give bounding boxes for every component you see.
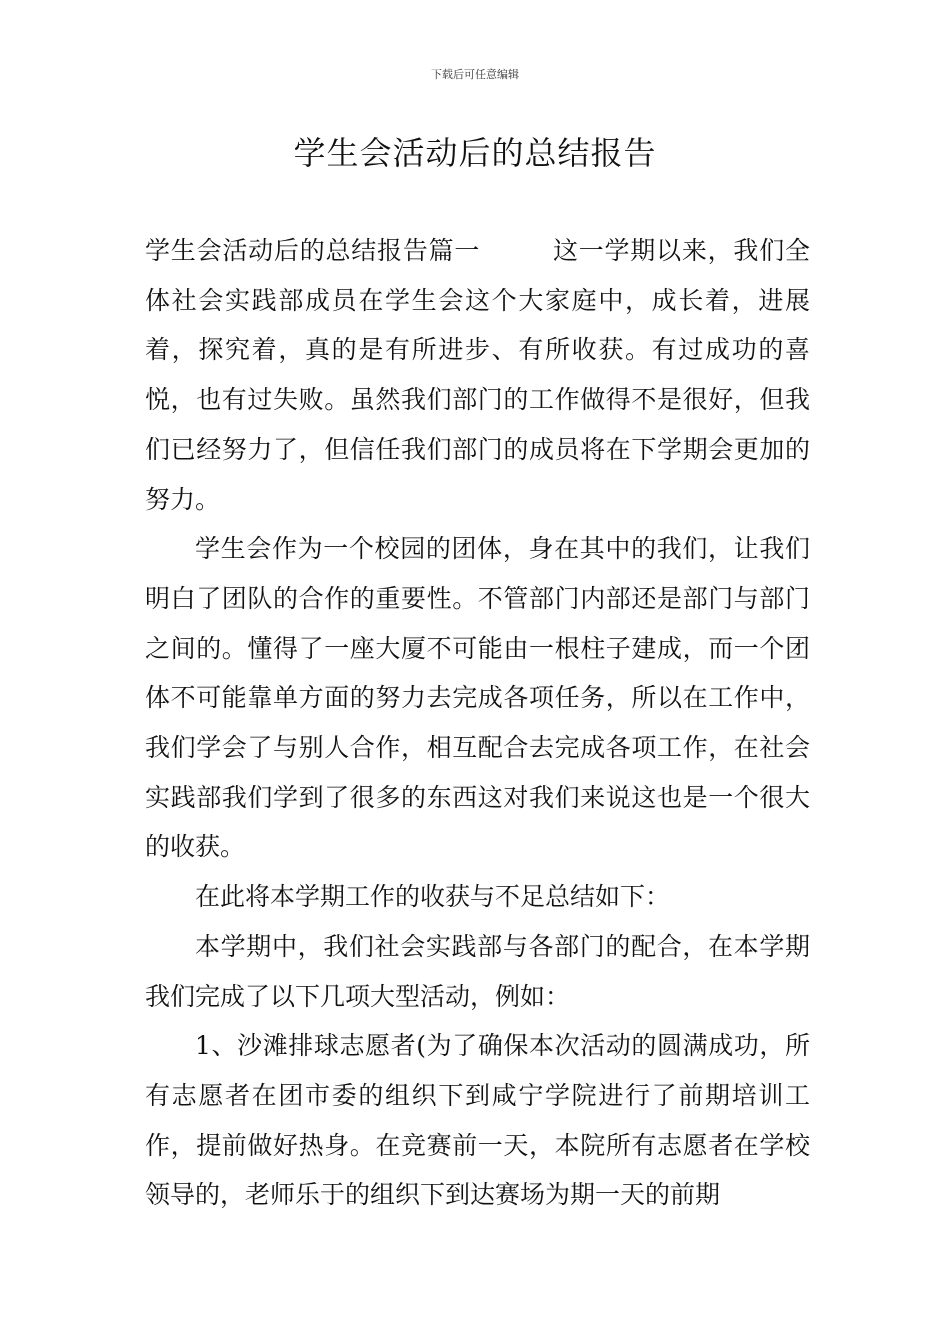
paragraph-3: 在此将本学期工作的收获与不足总结如下：	[195, 882, 671, 912]
header-note: 下载后可任意编辑	[431, 68, 519, 81]
paragraph-2: 学生会作为一个校园的团体，身在其中的我们，让我们明白了团队的合作的重要性。不管部门内部还是部门与部门之间的。懂得了一座大厦不可能由一根柱子建成，而一个团体不可能靠单方面的努力去完成各项任务，所以在工作中，我们学会了与别人合作，相互配合去完成各项工作，在社会实践部我们学到了很多的东西这对我们来说这也是一个很大的收获。	[145, 534, 810, 862]
paragraph-5: 1、沙滩排球志愿者(为了确保本次活动的圆满成功，所有志愿者在团市委的组织下到咸宁学院进行了前期培训工作，提前做好热身。在竞赛前一天，本院所有志愿者在学校领导的，老师乐于的组织下到达赛场为期一天的前期	[145, 1031, 810, 1210]
section-heading: 学生会活动后的总结报告篇一	[145, 236, 481, 265]
document-body	[145, 226, 810, 1220]
paragraph-1	[145, 226, 810, 524]
paragraph-text: 这一学期以来，我们全体社会实践部成员在学生会这个大家庭中，成长着，进展着，探究着，真的是有所进步、有所收获。有过成功的喜悦，也有过失败。虽然我们部门的工作做得不是很好，但我们已经努力了，但信任我们部门的成员将在下学期会更加的努力。	[145, 236, 810, 514]
paragraph-4: 本学期中，我们社会实践部与各部门的配合，在本学期我们完成了以下几项大型活动，例如：	[145, 931, 810, 1011]
document-title: 学生会活动后的总结报告	[293, 134, 657, 172]
